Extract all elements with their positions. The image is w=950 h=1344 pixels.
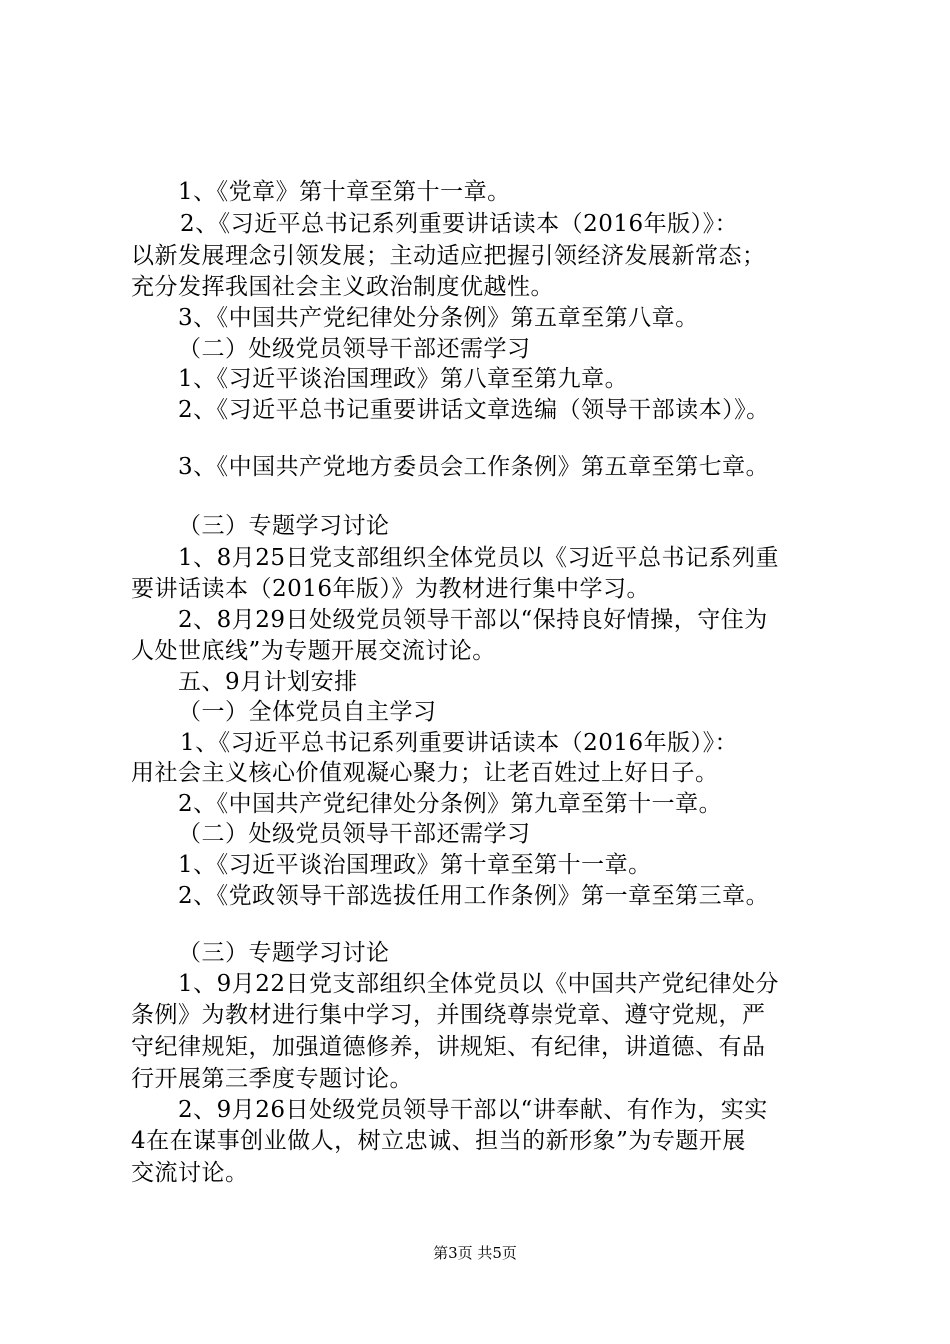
text-line: 2、9月26日处级党员领导干部以“讲奉献、有作为，实实 [178, 1097, 768, 1123]
text-line: 1、8月25日党支部组织全体党员以《习近平总书记系列重 [178, 545, 780, 571]
text-line: 要讲话读本（2016年版）》为教材进行集中学习。 [131, 576, 651, 602]
text-line: 4在在谋事创业做人，树立忠诚、担当的新形象”为专题开展 [131, 1128, 746, 1154]
text-line: 2、8月29日处级党员领导干部以“保持良好情操，守住为 [178, 607, 768, 633]
text-line: 2、《中国共产党纪律处分条例》第九章至第十一章。 [178, 791, 723, 817]
section-heading: （一）全体党员自主学习 [178, 699, 437, 725]
text-line: 2、《习近平总书记系列重要讲话读本（2016年版）》： [180, 211, 739, 237]
text-line: 1、《党章》第十章至第十一章。 [178, 179, 511, 205]
text-line: 1、《习近平总书记系列重要讲话读本（2016年版）》： [180, 730, 739, 756]
section-heading: （二）处级党员领导干部还需学习 [178, 336, 531, 362]
text-line: 3、《中国共产党纪律处分条例》第五章至第八章。 [178, 305, 699, 331]
text-line: 1、《习近平谈治国理政》第八章至第九章。 [178, 366, 629, 392]
text-line: 人处世底线”为专题开展交流讨论。 [131, 638, 496, 664]
text-line: 1、9月22日党支部组织全体党员以《中国共产党纪律处分 [178, 971, 780, 997]
page-footer: 第3页 共5页 [433, 1244, 517, 1262]
text-line: 以新发展理念引领发展；主动适应把握引领经济发展新常态； [131, 243, 766, 269]
text-line: 2、《习近平总书记重要讲话文章选编（领导干部读本）》。 [178, 397, 770, 423]
text-line: 守纪律规矩，加强道德修养，讲规矩、有纪律，讲道德、有品 [131, 1034, 766, 1060]
text-line: 2、《党政领导干部选拔任用工作条例》第一章至第三章。 [178, 883, 770, 909]
text-line: 行开展第三季度专题讨论。 [131, 1066, 413, 1092]
section-heading: （三）专题学习讨论 [178, 940, 390, 966]
text-line: 条例》为教材进行集中学习，并围绕尊崇党章、遵守党规，严 [131, 1002, 766, 1028]
text-line: 3、《中国共产党地方委员会工作条例》第五章至第七章。 [178, 454, 770, 480]
text-line: 充分发挥我国社会主义政治制度优越性。 [131, 274, 554, 300]
text-line: 交流讨论。 [131, 1160, 249, 1186]
text-line: 用社会主义核心价值观凝心聚力；让老百姓过上好日子。 [131, 760, 719, 786]
text-line: 1、《习近平谈治国理政》第十章至第十一章。 [178, 852, 652, 878]
section-heading: （二）处级党员领导干部还需学习 [178, 821, 531, 847]
section-heading: 五、9月计划安排 [178, 669, 358, 695]
section-heading: （三）专题学习讨论 [178, 513, 390, 539]
